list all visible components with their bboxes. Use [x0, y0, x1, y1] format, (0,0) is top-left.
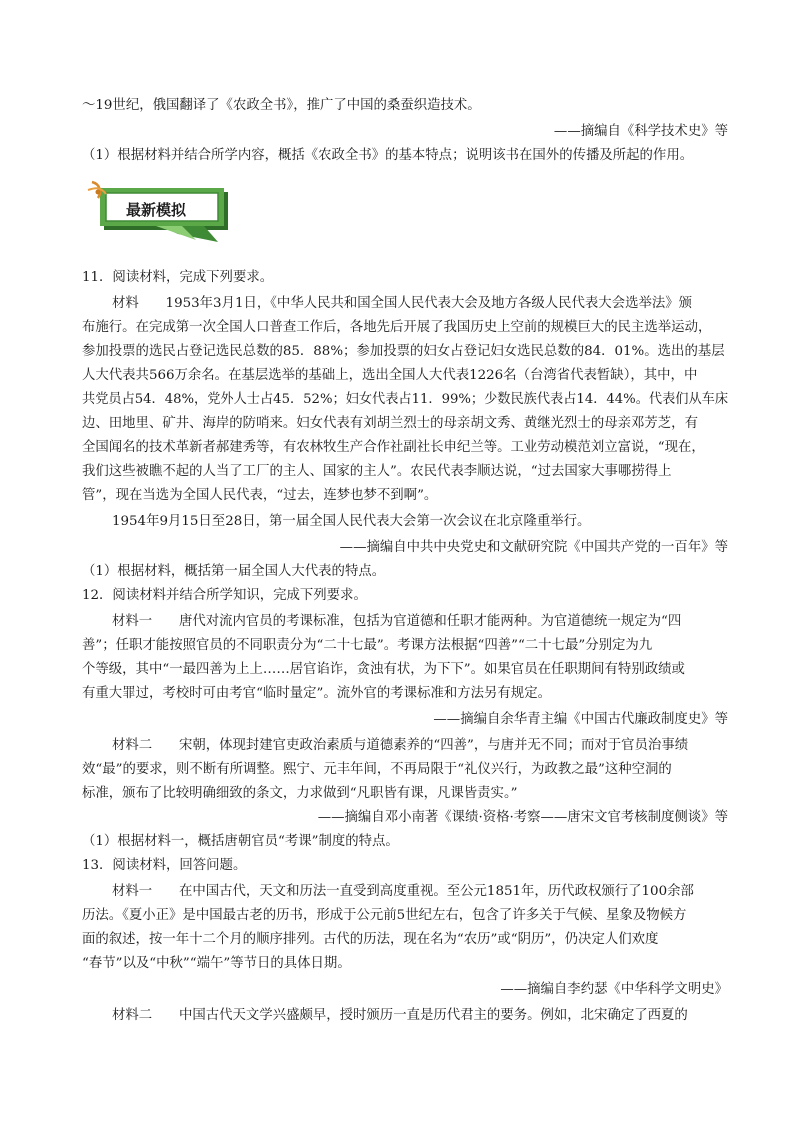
q11-line: 参加投票的选民占登记选民总数的85．88%；参加投票的妇女占登记妇女选民总数的84．01%。选出的基层 [82, 344, 725, 359]
q12-question: （1）根据材料一，概括唐朝官员“考课”制度的特点。 [82, 834, 399, 849]
q12-m1-line: 个等级，其中“一最四善为上上……居官谄诈，贪浊有状，为下下”。如果官员在任职期间有特别政绩或 [82, 662, 685, 677]
q11-line: 共党员占54．48%，党外人士占45．52%；妇女代表占11．99%；少数民族代表占14．44%。代表们从车床 [82, 392, 729, 407]
intro-source: ——摘编自《科学技术史》等 [553, 124, 728, 139]
q12-m2-line: 标准，颁布了比较明确细致的条文，力求做到“凡职皆有课，凡课皆责实。” [82, 786, 518, 801]
q11-line: 管”，现在当选为全国人民代表，“过去，连梦也梦不到啊”。 [82, 488, 438, 503]
q12-m1-line: 有重大罪过，考校时可由考官“临时量定”。流外官的考课标准和方法另有规定。 [82, 686, 551, 701]
q13-m1-source: ——摘编自李约瑟《中华科学文明史》 [500, 982, 728, 997]
q11-line: 边、田地里、矿井、海岸的防哨来。妇女代表有刘胡兰烈士的母亲胡文秀、黄继光烈士的母亲邓芳芝，有 [82, 416, 698, 431]
q11-question: （1）根据材料，概括第一届全国人大代表的特点。 [82, 564, 386, 579]
q13-m1-line: 历法。《夏小正》是中国最古老的历书，形成于公元前5世纪左右，包含了许多关于气候、星象及物候方 [82, 908, 687, 923]
q11-line: 布施行。在完成第一次全国人口普查工作后，各地先后开展了我国历史上空前的规模巨大的民主选举运动， [82, 320, 712, 335]
q11-line: 材料 1953年3月1日，《中华人民共和国全国人民代表大会及地方各级人民代表大会选举法》颁 [112, 296, 693, 311]
q11-source: ——摘编自中共中央党史和文献研究院《中国共产党的一百年》等 [339, 540, 728, 555]
q12-m2-line: 材料二 宋朝，体现封建官吏政治素质与道德素养的“四善”，与唐并无不同；而对于官员治事绩 [112, 738, 689, 753]
q11-line: 全国闻名的技术革新者郝建秀等，有农林牧生产合作社副社长申纪兰等。工业劳动模范刘立富说，“现在， [82, 440, 705, 455]
q12-m2-source: ——摘编自邓小南著《课绩·资格·考察——唐宋文官考核制度侧谈》等 [317, 810, 728, 825]
q12-m1-line: 善”；任职才能按照官员的不同职责分为“二十七最”。考课方法根据“四善”“二十七最”分别定为九 [82, 638, 653, 653]
q12-m2-line: 效“最”的要求，则不断有所调整。熙宁、元丰年间，不再局限于“礼仪兴行，为政教之最”这种空洞的 [82, 762, 672, 777]
section-badge [86, 180, 236, 252]
q12-m1-source: ——摘编自余华青主编《中国古代廉政制度史》等 [433, 712, 728, 727]
q13-m2-line: 材料二 中国古代天文学兴盛颇早，授时颁历一直是历代君主的要务。例如，北宋确定了西夏的 [112, 1008, 688, 1023]
intro-text: ～19世纪，俄国翻译了《农政全书》，推广了中国的桑蚕织造技术。 [82, 98, 481, 113]
q13-m1-line: “春节”以及“中秋”“端午”等节日的具体日期。 [82, 956, 351, 971]
q11-line: 1954年9月15日至28日，第一届全国人民代表大会第一次会议在北京隆重举行。 [112, 514, 591, 529]
q12-title: 12．阅读材料并结合所学知识，完成下列要求。 [82, 588, 367, 603]
q11-line: 我们这些被瞧不起的人当了工厂的主人、国家的主人”。农民代表李顺达说，“过去国家大事哪捞得上 [82, 464, 672, 479]
q13-title: 13．阅读材料，回答问题。 [82, 858, 247, 873]
q12-m1-line: 材料一 唐代对流内官员的考课标准，包括为官道德和任职才能两种。为官道德统一规定为“四 [112, 614, 682, 629]
q11-line: 人大代表共566万余名。在基层选举的基础上，选出全国人大代表1226名（台湾省代表暂缺），其中，中 [82, 368, 698, 383]
q11-title: 11．阅读材料，完成下列要求。 [82, 270, 274, 285]
q13-m1-line: 面的叙述，按一年十二个月的顺序排列。古代的历法，现在名为“农历”或“阴历”，仍决定人们欢度 [82, 932, 659, 947]
intro-question: （1）根据材料并结合所学内容，概括《农政全书》的基本特点；说明该书在国外的传播及所起的作用。 [82, 148, 694, 163]
q13-m1-line: 材料一 在中国古代，天文和历法一直受到高度重视。至公元1851年，历代政权颁行了100余部 [112, 884, 694, 899]
badge-label: 最新模拟 [126, 201, 187, 219]
